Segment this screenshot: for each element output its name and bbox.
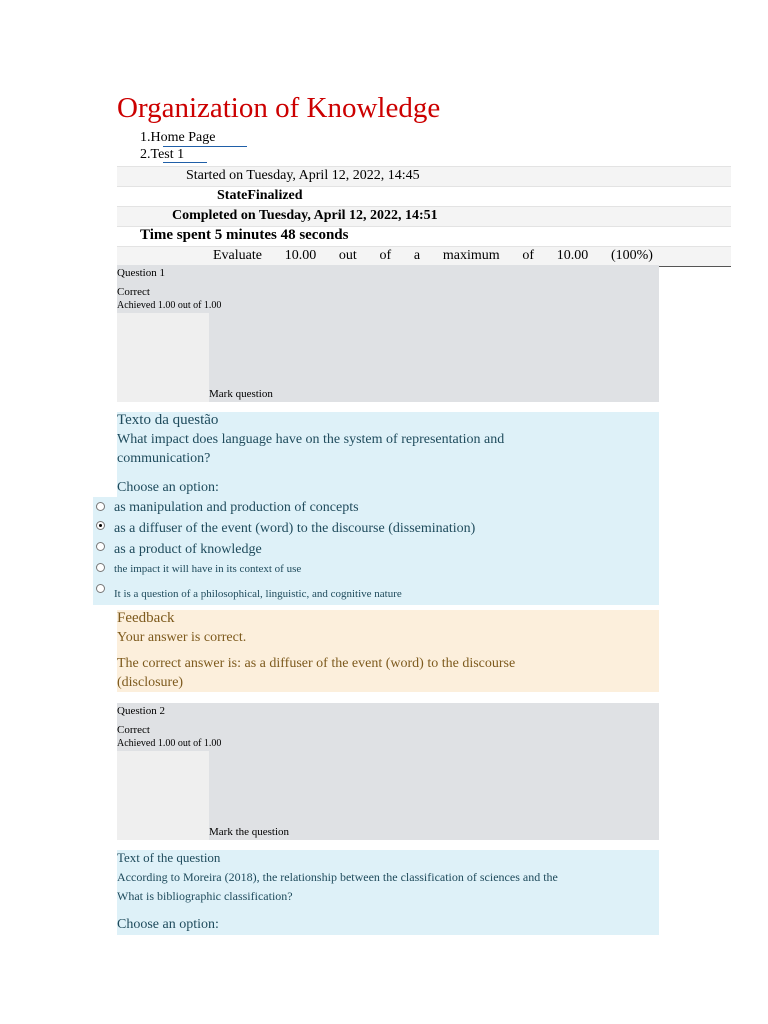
evaluate-word: maximum (442, 248, 500, 263)
question-text-line: communication? (117, 451, 211, 466)
question-text-line: What impact does language have on the system of representation and (117, 432, 505, 447)
radio-option-3[interactable] (96, 542, 105, 551)
question-number: Question 2 (117, 705, 165, 717)
summary-evaluate-row (117, 246, 731, 267)
flag-area (117, 751, 209, 840)
evaluate-word: of (379, 248, 392, 263)
correct-answer-line: (disclosure) (117, 675, 184, 690)
feedback-heading: Feedback (117, 610, 175, 626)
question-text-line: What is bibliographic classification? (117, 889, 293, 903)
radio-option-5[interactable] (96, 584, 105, 593)
question-state: Correct (117, 286, 150, 298)
question-state: Correct (117, 724, 150, 736)
feedback-block (117, 610, 659, 692)
option-label-3[interactable]: as a product of knowledge (114, 542, 262, 557)
mark-question-link[interactable]: Mark the question (209, 826, 290, 838)
choose-option-label: Choose an option: (117, 480, 219, 495)
summary-time-row (117, 226, 731, 246)
evaluate-word: a (413, 248, 421, 263)
summary-completed: Completed on Tuesday, April 12, 2022, 14:51 (172, 208, 438, 223)
question-2-info (117, 703, 659, 840)
radio-option-1[interactable] (96, 502, 105, 511)
question-grade: Achieved 1.00 out of 1.00 (117, 300, 222, 311)
flag-area (117, 313, 209, 402)
summary-started-row (117, 166, 731, 186)
summary-state-row (117, 186, 731, 206)
feedback-correct: Your answer is correct. (117, 630, 247, 645)
summary-evaluate (213, 248, 653, 264)
correct-answer-line: The correct answer is: as a diffuser of the event (word) to the discourse (117, 656, 516, 671)
summary-state: StateFinalized (217, 188, 303, 203)
question-text-heading: Texto da questão (117, 412, 219, 428)
question-1-info (117, 265, 659, 402)
question-text-heading: Text of the question (117, 850, 221, 865)
question-2-text-block (117, 850, 659, 935)
evaluate-word: out (338, 248, 357, 263)
choose-option-label: Choose an option: (117, 917, 219, 932)
summary-started: Started on Tuesday, April 12, 2022, 14:45 (186, 168, 420, 183)
question-text-line: According to Moreira (2018), the relationship between the classification of sciences and the (117, 870, 558, 884)
evaluate-score: 10.00 (284, 248, 317, 263)
breadcrumb-test-underline (163, 162, 207, 163)
summary-time-spent: Time spent 5 minutes 48 seconds (140, 227, 349, 243)
option-label-2[interactable]: as a diffuser of the event (word) to the discourse (dissemination) (114, 521, 476, 536)
radio-option-4[interactable] (96, 563, 105, 572)
option-label-5[interactable]: It is a question of a philosophical, linguistic, and cognitive nature (114, 588, 402, 600)
mark-question-link[interactable]: Mark question (209, 388, 273, 400)
evaluate-max: 10.00 (556, 248, 589, 263)
breadcrumb-home[interactable]: 1.Home Page (140, 130, 216, 145)
question-grade: Achieved 1.00 out of 1.00 (117, 738, 222, 749)
summary-completed-row (117, 206, 731, 226)
evaluate-percent: (100%) (610, 248, 653, 263)
question-number: Question 1 (117, 267, 165, 279)
evaluate-word: Evaluate (213, 248, 262, 263)
option-label-1[interactable]: as manipulation and production of concepts (114, 500, 359, 515)
page-title: Organization of Knowledge (117, 92, 441, 124)
evaluate-word: of (522, 248, 535, 263)
radio-option-2-selected[interactable] (96, 521, 105, 530)
option-label-4[interactable]: the impact it will have in its context of use (114, 563, 302, 575)
breadcrumb-test[interactable]: 2.Test 1 (140, 147, 185, 162)
